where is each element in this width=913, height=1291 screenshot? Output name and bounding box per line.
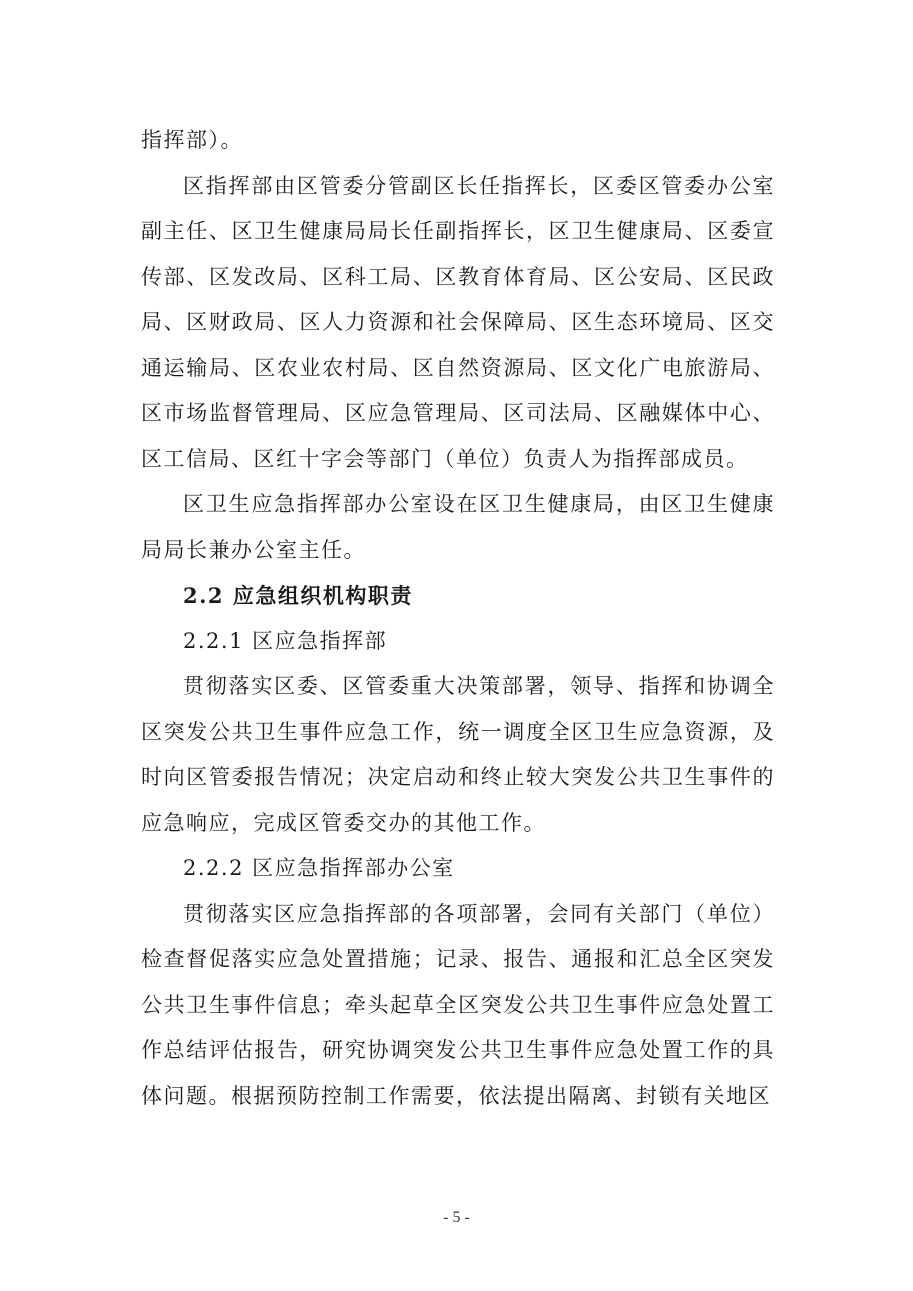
document-body: [141, 118, 775, 1119]
subsection-heading-2-2-1: 2.2.1 区应急指挥部: [183, 628, 388, 653]
body-paragraph-office-location: 区卫生应急指挥部办公室设在区卫生健康局，由区卫生健康局局长兼办公室主任。: [141, 492, 775, 562]
subsection-heading-2-2-2: 2.2.2 区应急指挥部办公室: [183, 856, 455, 880]
body-paragraph-command-members: 区指挥部由区管委分管副区长任指挥长，区委区管委办公室副主任、区卫生健康局局长任副指挥长，区卫生健康局、区委宣传部、区发改局、区科工局、区教育体育局、区公安局、区民政局、区财政局、区人力资源和社会保障局、区生态环境局、区交通运输局、区农业农村局、区自然资源局、区文化广电旅游局、区市场监督管理局、区应急管理局、区司法局、区融媒体中心、区工信局、区红十字会等部门（单位）负责人为指挥部成员。: [141, 173, 775, 471]
body-paragraph-command-duties: 贯彻落实区委、区管委重大决策部署，领导、指挥和协调全区突发公共卫生事件应急工作，统一调度全区卫生应急资源，及时向区管委报告情况；决定启动和终止较大突发公共卫生事件的应急响应，完成区管委交办的其他工作。: [141, 674, 775, 835]
continuation-paragraph: 指挥部）。: [141, 128, 243, 152]
body-paragraph-office-duties: 贯彻落实区应急指挥部的各项部署，会同有关部门（单位）检查督促落实应急处置措施；记录、报告、通报和汇总全区突发公共卫生事件信息；牵头起草全区突发公共卫生事件应急处置工作总结评估报告，研究协调突发公共卫生事件应急处置工作的具体问题。根据预防控制工作需要，依法提出隔离、封锁有关地区: [141, 901, 775, 1108]
page-number: - 5 -: [443, 1209, 470, 1226]
section-heading-2-2: 2.2 应急组织机构职责: [183, 583, 413, 608]
